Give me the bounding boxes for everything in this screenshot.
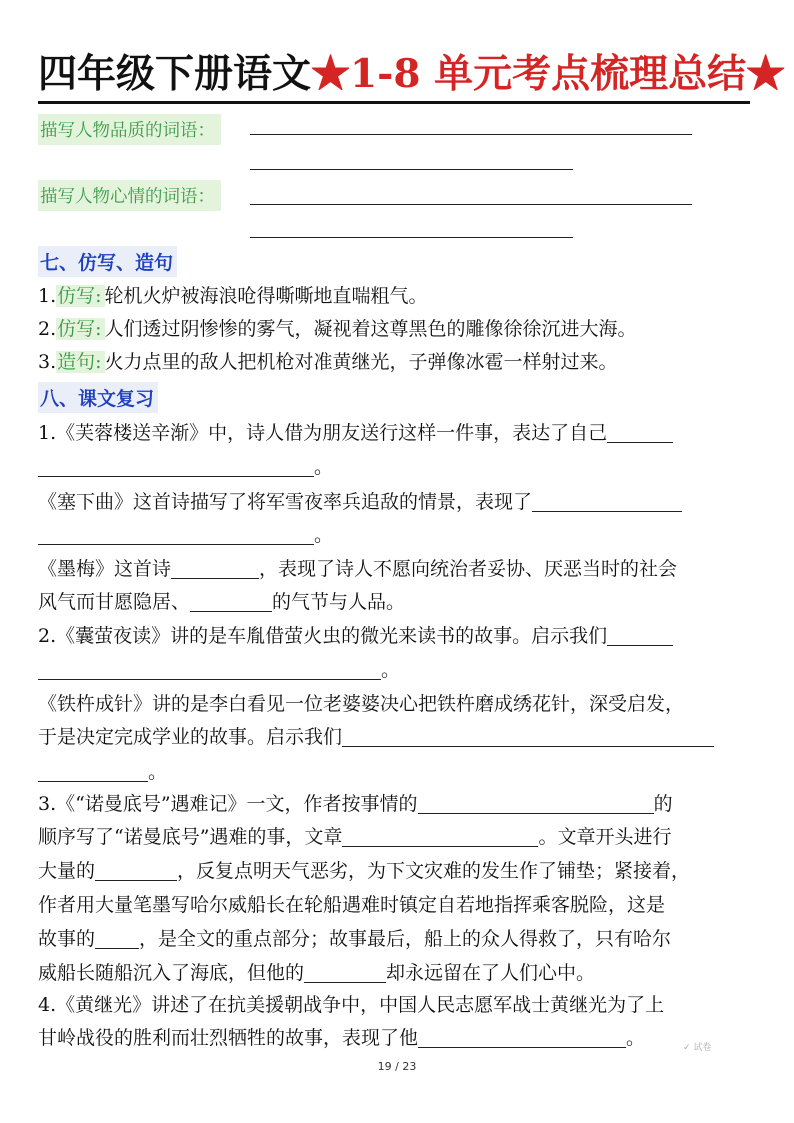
q2b-blank[interactable] xyxy=(38,759,148,782)
q1-text: 1.《芙蓉楼送辛渐》中，诗人借为朋友送行这样一件事，表达了自己 xyxy=(38,422,608,444)
question-1c-line2 xyxy=(38,585,758,619)
question-4-line1 xyxy=(38,988,758,1022)
q4-blank[interactable] xyxy=(418,1025,626,1048)
q2b-text: 于是决定完成学业的故事。启示我们 xyxy=(38,726,343,748)
q3-text: 。文章开头进行 xyxy=(538,826,672,848)
item-number: 1. xyxy=(38,285,57,307)
q1b-text: 《塞下曲》这首诗描写了将军雪夜率兵追敌的情景，表现了 xyxy=(38,491,533,513)
q3-text: 却永远留在了人们心中。 xyxy=(386,962,596,984)
q3-blank[interactable] xyxy=(304,960,386,983)
q3-blank[interactable] xyxy=(418,791,654,814)
q4-end: 。 xyxy=(626,1027,646,1049)
sentence-item xyxy=(38,279,758,313)
item-number: 2. xyxy=(38,318,57,340)
q3-text: 顺序写了“诺曼底号”遇难的事，文章 xyxy=(38,826,343,848)
question-3-line3 xyxy=(38,854,758,888)
quality-words-label: 描写人物品质的词语： xyxy=(38,114,221,145)
q1c-text: 的气节与人品。 xyxy=(272,591,406,613)
q1b-end: 。 xyxy=(314,524,334,546)
q3-text: 故事的 xyxy=(38,928,96,950)
q3-text: 的 xyxy=(653,793,673,815)
question-2b-line2 xyxy=(38,720,758,754)
question-3-line1 xyxy=(38,787,758,821)
page-title xyxy=(38,52,785,97)
q1c-blank[interactable] xyxy=(190,589,272,612)
q1-blank[interactable] xyxy=(607,420,673,443)
item-text: 人们透过阴惨惨的雾气，凝视着这尊黑色的雕像徐徐沉进大海。 xyxy=(104,318,637,340)
item-text: 轮机火炉被海浪呛得嘶嘶地直喘粗气。 xyxy=(104,285,428,307)
q1-blank[interactable] xyxy=(38,454,314,477)
q3-text: 威船长随船沉入了海底，但他的 xyxy=(38,962,305,984)
item-tag: 仿写: xyxy=(56,318,104,340)
question-2b-line3 xyxy=(38,755,758,789)
q2-blank[interactable] xyxy=(607,623,673,646)
page-number: 19 / 23 xyxy=(377,1060,417,1073)
mood-answer-line-1[interactable] xyxy=(250,204,692,205)
question-2-line1 xyxy=(38,619,758,653)
question-3-line5 xyxy=(38,922,758,956)
q1c-blank[interactable] xyxy=(171,556,259,579)
item-tag: 仿写: xyxy=(56,285,104,307)
section-heading-8: 八、课文复习 xyxy=(38,382,158,413)
q2b-text: 《铁杵成针》讲的是李白看见一位老婆婆决心把铁杵磨成绣花针，深受启发， xyxy=(38,693,685,715)
title-star-icon: ★ xyxy=(746,51,786,97)
q3-text: 作者用大量笔墨写哈尔威船长在轮船遇难时镇定自若地指挥乘客脱险，这是 xyxy=(38,894,666,916)
quality-answer-line-1[interactable] xyxy=(250,134,692,135)
title-part1: 四年级下册语文 xyxy=(38,51,312,97)
question-1b-line2 xyxy=(38,518,758,552)
q3-blank[interactable] xyxy=(95,926,139,949)
q3-blank[interactable] xyxy=(95,858,177,881)
quality-answer-line-2[interactable] xyxy=(250,169,573,170)
question-1b-line1 xyxy=(38,485,758,519)
question-2b-line1 xyxy=(38,687,758,721)
title-part2: 1-8 单元考点梳理总结 xyxy=(350,51,747,97)
question-1-line2 xyxy=(38,450,758,484)
q1-end: 。 xyxy=(314,456,334,478)
question-1c-line1 xyxy=(38,552,758,586)
item-tag: 造句: xyxy=(56,351,104,373)
sentence-item xyxy=(38,312,758,346)
q1c-text: 风气而甘愿隐居、 xyxy=(38,591,191,613)
q3-text: 大量的 xyxy=(38,860,96,882)
sentence-item xyxy=(38,345,758,379)
question-4-line2 xyxy=(38,1021,758,1055)
section-heading-7: 七、仿写、造句 xyxy=(38,246,177,277)
mood-words-label: 描写人物心情的词语： xyxy=(38,180,221,211)
q4-text: 甘岭战役的胜利而壮烈牺牲的故事，表现了他 xyxy=(38,1027,419,1049)
item-text: 火力点里的敌人把机枪对准黄继光，子弹像冰雹一样射过来。 xyxy=(104,351,618,373)
q1b-blank[interactable] xyxy=(532,489,682,512)
title-star-icon: ★ xyxy=(311,51,351,97)
item-number: 3. xyxy=(38,351,57,373)
title-underline xyxy=(38,101,750,104)
q3-text: 3.《“诺曼底号”遇难记》一文，作者按事情的 xyxy=(38,793,418,815)
q2-blank[interactable] xyxy=(38,657,381,680)
q2b-end: 。 xyxy=(148,761,168,783)
q3-blank[interactable] xyxy=(342,824,538,847)
q2b-blank[interactable] xyxy=(342,724,714,747)
question-2-line2 xyxy=(38,653,758,687)
question-3-line6 xyxy=(38,956,758,990)
q1c-text: ，表现了诗人不愿向统治者妥协、厌恶当时的社会 xyxy=(259,558,678,580)
watermark: ✓ 试卷 xyxy=(683,1043,712,1053)
q4-text: 4.《黄继光》讲述了在抗美援朝战争中，中国人民志愿军战士黄继光为了上 xyxy=(38,994,665,1016)
q2-text: 2.《囊萤夜读》讲的是车胤借萤火虫的微光来读书的故事。启示我们 xyxy=(38,625,608,647)
q3-text: ，反复点明天气恶劣，为下文灾难的发生作了铺垫；紧接着， xyxy=(177,860,691,882)
question-3-line4 xyxy=(38,888,758,922)
q2-end: 。 xyxy=(381,659,401,681)
q3-text: ，是全文的重点部分；故事最后，船上的众人得救了，只有哈尔 xyxy=(139,928,672,950)
q1c-text: 《墨梅》这首诗 xyxy=(38,558,172,580)
mood-answer-line-2[interactable] xyxy=(250,237,573,238)
question-1-line1 xyxy=(38,416,758,450)
q1b-blank[interactable] xyxy=(38,522,314,545)
question-3-line2 xyxy=(38,820,758,854)
